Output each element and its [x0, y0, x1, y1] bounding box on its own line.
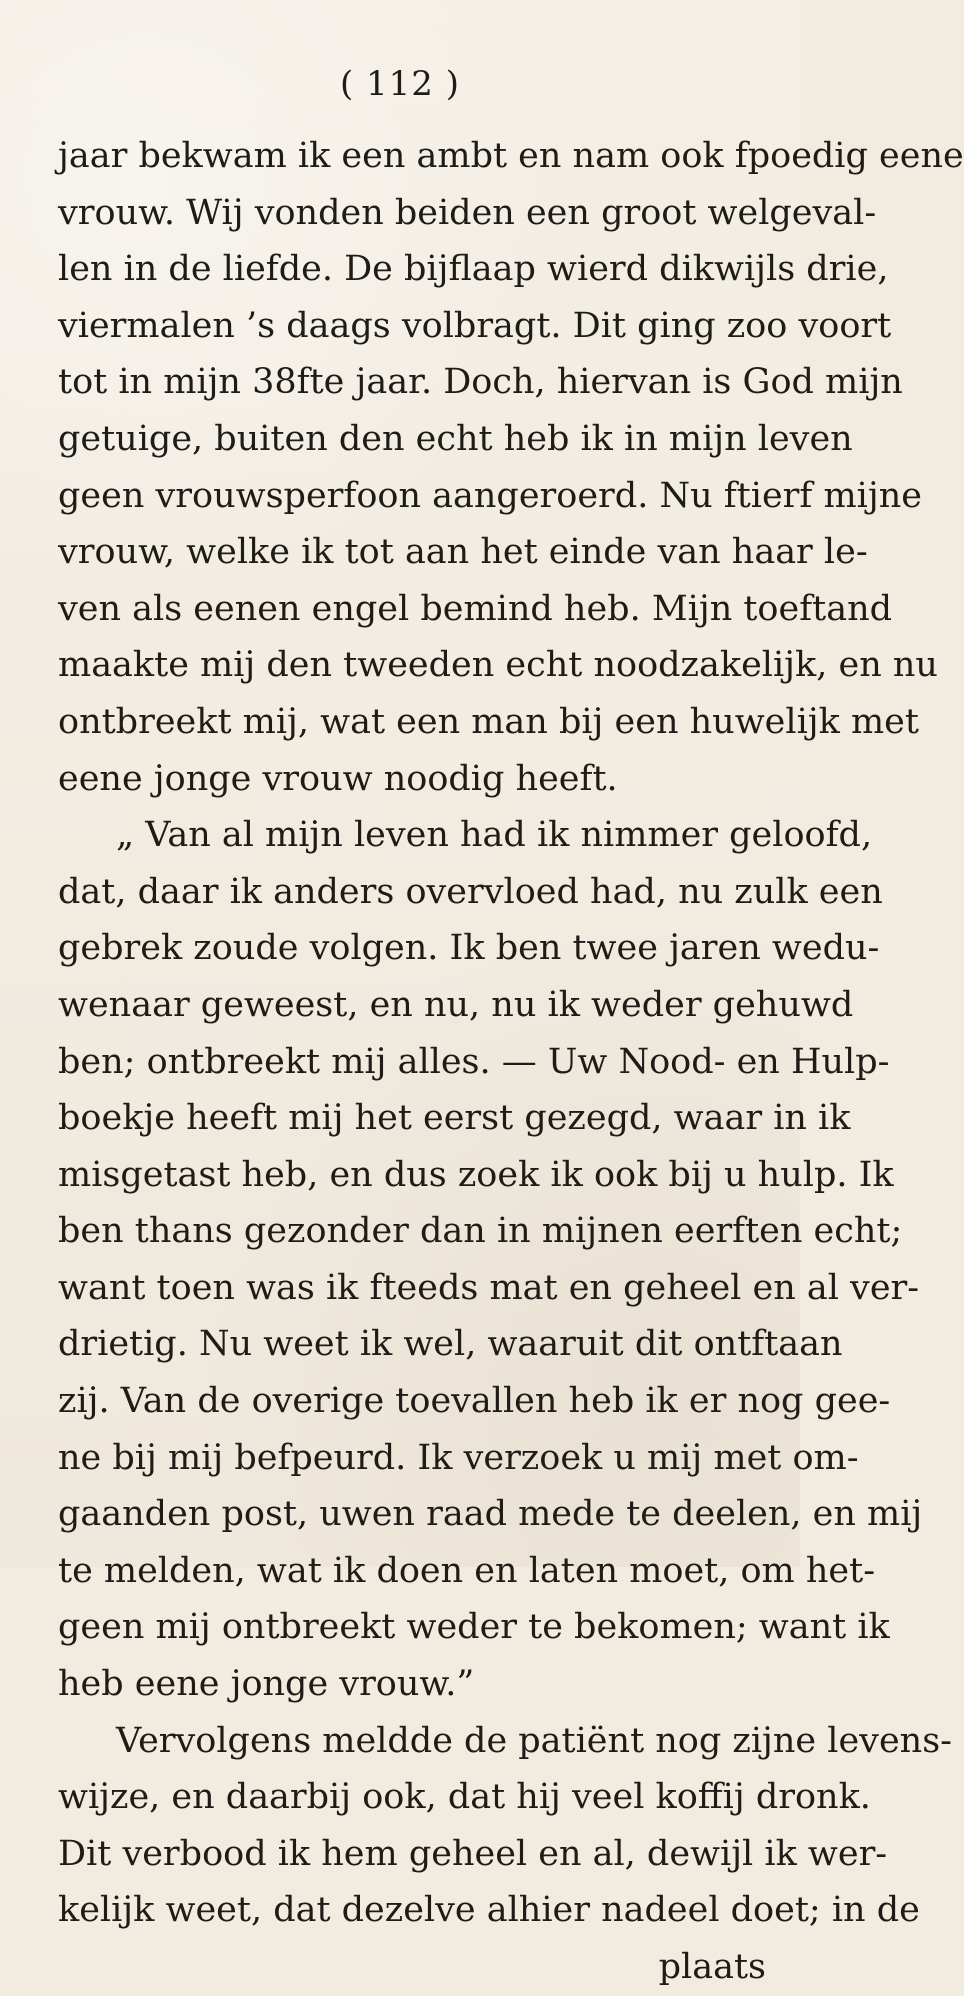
text-line: misgetast heb, en dus zoek ik ook bij u hulp. Ik: [58, 1154, 894, 1195]
text-line: zij. Van de overige toevallen heb ik er nog gee-: [58, 1381, 891, 1422]
text-line: boekje heeft mij het eerst gezegd, waar in ik: [58, 1098, 851, 1139]
text-line: te melden, wat ik doen en laten moet, om het-: [58, 1550, 876, 1591]
text-line: ontbreekt mij, wat een man bij een huwelijk met: [58, 701, 919, 742]
text-line: gebrek zoude volgen. Ik ben twee jaren wedu-: [58, 928, 880, 969]
text-line: dat, daar ik anders overvloed had, nu zulk een: [58, 871, 883, 912]
text-line: eene jonge vrouw noodig heeft.: [58, 758, 618, 799]
text-line: want toen was ik fteeds mat en geheel en al ver-: [58, 1267, 920, 1308]
text-line: len in de liefde. De bijflaap wierd dikwijls drie,: [58, 249, 889, 290]
text-line: ben; ontbreekt mij alles. — Uw Nood- en Hulp-: [58, 1041, 890, 1082]
body-text: [58, 128, 964, 1996]
text-line: ne bij mij befpeurd. Ik verzoek u mij met om-: [58, 1437, 859, 1478]
text-line: plaats: [658, 1947, 766, 1987]
text-line: wijze, en daarbij ook, dat hij veel koffij dronk.: [58, 1777, 871, 1818]
text-line: getuige, buiten den echt heb ik in mijn leven: [58, 418, 853, 459]
text-line: ven als eenen engel bemind heb. Mijn toeftand: [58, 588, 893, 629]
text-line: Dit verbood ik hem geheel en al, dewijl ik wer-: [58, 1833, 888, 1874]
text-line: tot in mijn 38fte jaar. Doch, hiervan is God mijn: [58, 362, 903, 403]
text-line: vrouw, welke ik tot aan het einde van haar le-: [58, 532, 868, 573]
text-line: „ Van al mijn leven had ik nimmer geloofd,: [116, 815, 873, 856]
page-number: ( 112 ): [339, 64, 461, 104]
text-line: heb eene jonge vrouw.”: [58, 1664, 475, 1705]
text-line: wenaar geweest, en nu, nu ik weder gehuwd: [58, 984, 854, 1025]
text-line: gaanden post, uwen raad mede te deelen, en mij: [58, 1494, 923, 1535]
text-line: drietig. Nu weet ik wel, waaruit dit ontftaan: [58, 1324, 843, 1365]
text-line: viermalen ’s daags volbragt. Dit ging zoo voort: [58, 305, 892, 346]
text-line: maakte mij den tweeden echt noodzakelijk, en nu: [58, 645, 938, 686]
text-line: kelijk weet, dat dezelve alhier nadeel doet; in de: [58, 1890, 920, 1931]
text-line: geen mij ontbreekt weder te bekomen; want ik: [58, 1607, 890, 1648]
text-line: vrouw. Wij vonden beiden een groot welgeval-: [58, 192, 877, 233]
text-line: Vervolgens meldde de patiënt nog zijne levens-: [116, 1720, 952, 1761]
text-line: jaar bekwam ik een ambt en nam ook fpoedig eene: [58, 136, 964, 176]
text-line: geen vrouwsperfoon aangeroerd. Nu ftierf mijne: [58, 475, 922, 516]
text-line: ben thans gezonder dan in mijnen eerften echt;: [58, 1211, 903, 1252]
